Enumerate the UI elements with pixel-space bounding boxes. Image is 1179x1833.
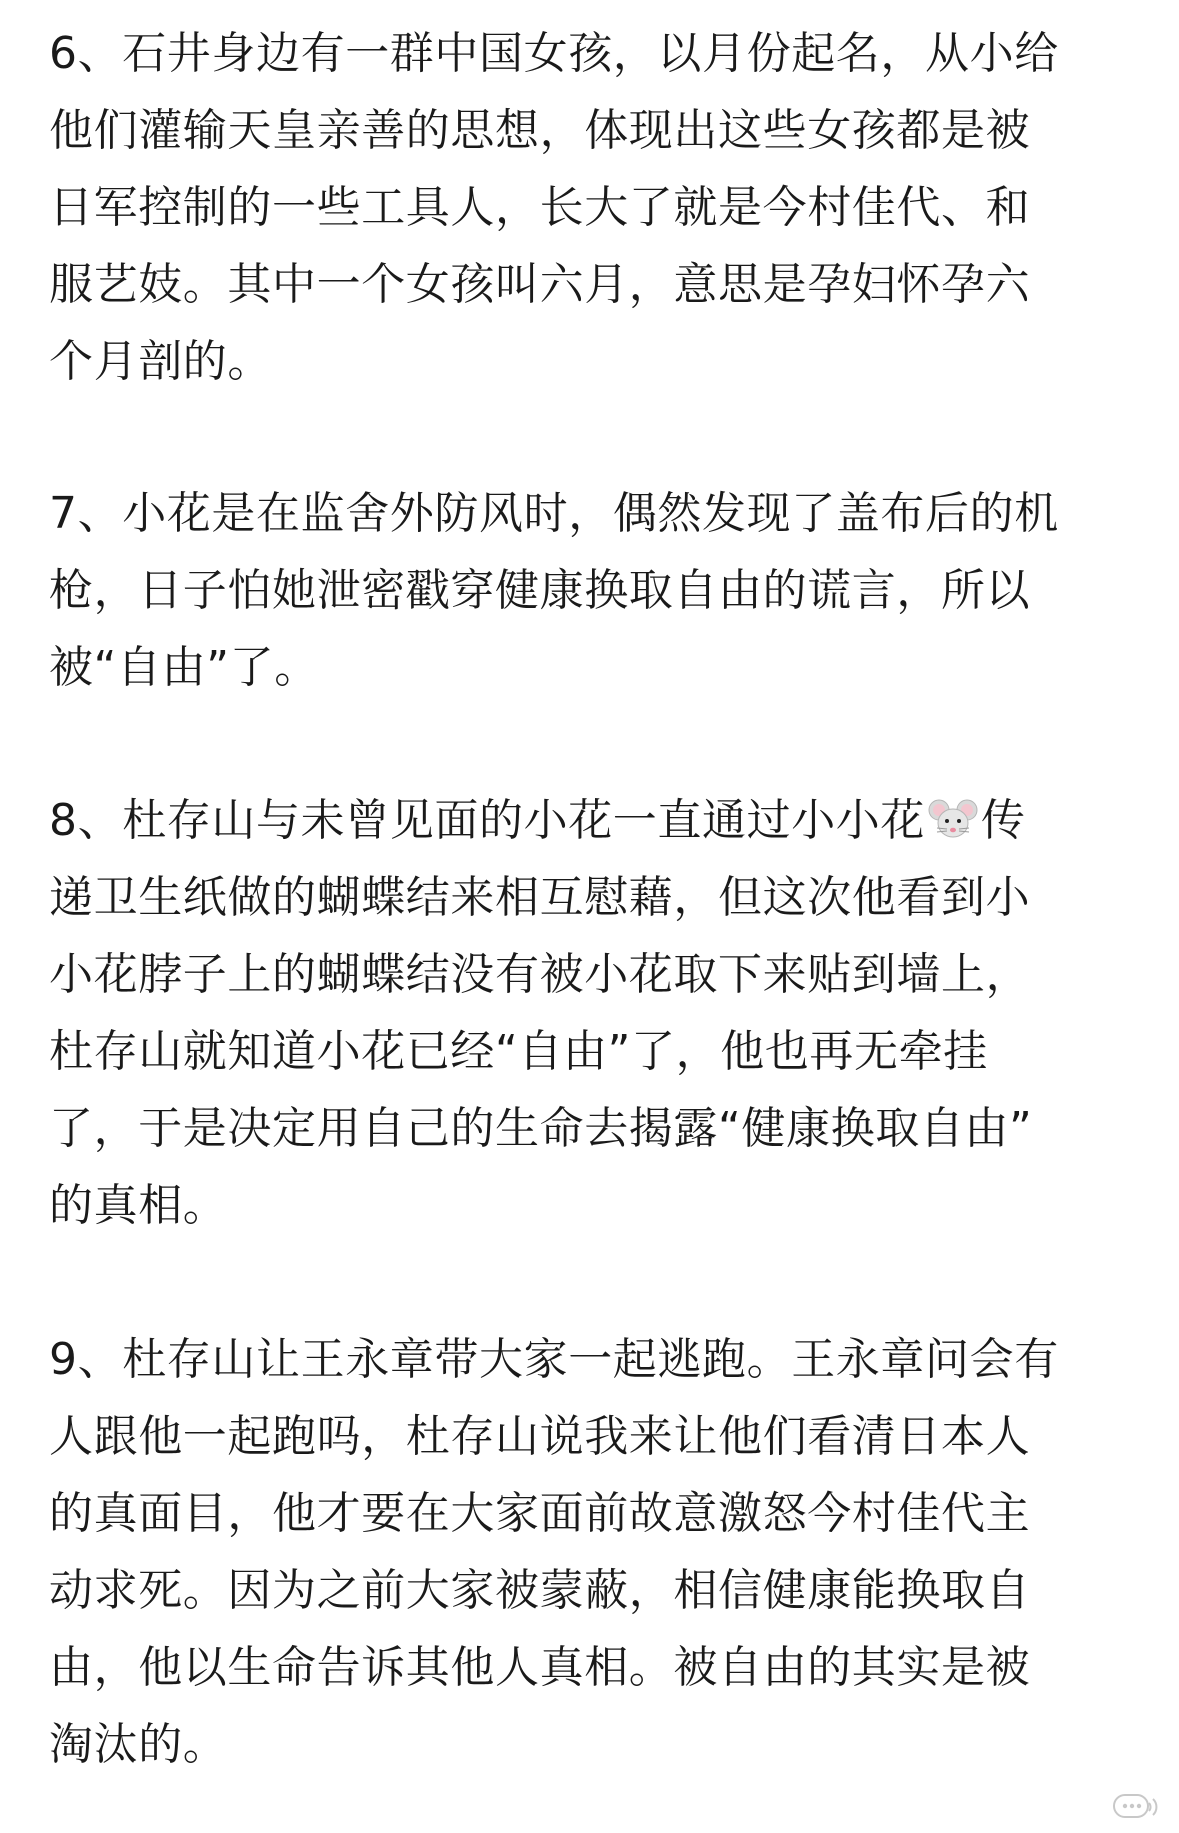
text-line: 杜存山就知道小花已经“自由”了，他也再无牵挂 (49, 1026, 988, 1077)
text-line: 被“自由”了。 (49, 642, 319, 693)
paragraph-8 (49, 782, 1139, 1244)
text-segment: 传 (981, 795, 1026, 846)
text-line: 9、杜存山让王永章带大家一起逃跑。王永章问会有 (49, 1334, 1059, 1385)
text-line: 递卫生纸做的蝴蝶结来相互慰藉，但这次他看到小 (49, 872, 1031, 923)
text-segment: 8、杜存山与未曾见面的小花一直通过小小花 (49, 795, 925, 846)
text-line: 个月剖的。 (49, 336, 272, 387)
text-line: 枪，日子怕她泄密戳穿健康换取自由的谎言，所以 (49, 565, 1031, 616)
text-line: 服艺妓。其中一个女孩叫六月，意思是孕妇怀孕六 (49, 259, 1031, 310)
paragraph-9 (49, 1321, 1139, 1783)
text-line: 人跟他一起跑吗，杜存山说我来让他们看清日本人 (49, 1411, 1031, 1462)
text-line: 淘汰的。 (49, 1719, 228, 1770)
text-line: 动求死。因为之前大家被蒙蔽，相信健康能换取自 (49, 1565, 1031, 1616)
text-line: 的真面目，他才要在大家面前故意激怒今村佳代主 (49, 1488, 1031, 1539)
text-line: 小花脖子上的蝴蝶结没有被小花取下来贴到墙上， (49, 949, 1031, 1000)
weibo-watermark-icon (1113, 1791, 1159, 1821)
text-line: 7、小花是在监舍外防风时，偶然发现了盖布后的机 (49, 488, 1059, 539)
paragraph-7 (49, 475, 1139, 706)
text-line-with-emoji (49, 782, 1139, 859)
text-line: 的真相。 (49, 1180, 228, 1231)
text-line: 了，于是决定用自己的生命去揭露“健康换取自由” (49, 1103, 1033, 1154)
paragraph-6 (49, 15, 1139, 400)
text-line: 日军控制的一些工具人，长大了就是今村佳代、和 (49, 182, 1031, 233)
text-line: 他们灌输天皇亲善的思想，体现出这些女孩都是被 (49, 105, 1031, 156)
text-line: 6、石井身边有一群中国女孩，以月份起名，从小给 (49, 28, 1059, 79)
text-line: 由，他以生命告诉其他人真相。被自由的其实是被 (49, 1642, 1031, 1693)
mouse-face-icon (927, 788, 979, 832)
